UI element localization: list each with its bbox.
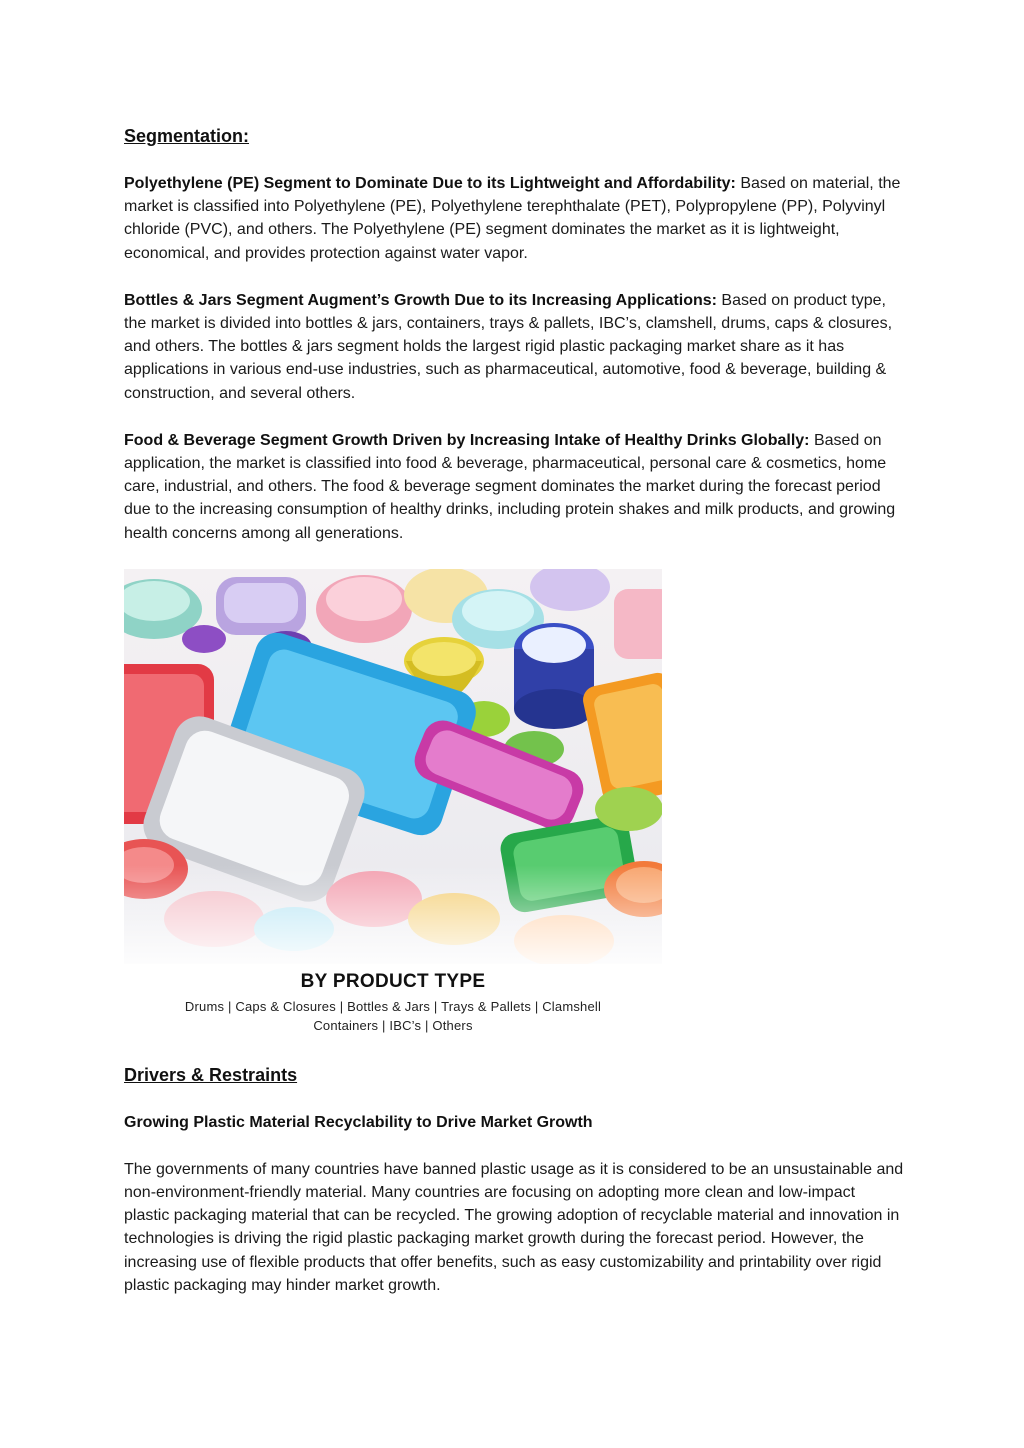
segment-paragraph-application xyxy=(124,429,904,545)
plastic-containers-photo xyxy=(124,569,662,964)
paragraph-body: Based on product type, the market is divided into bottles & jars, containers, trays & pallets, IBC’s, clamshell, drums, caps & closures, and others. The bottles & jars segment holds the largest rigid plastic packaging market share as it has applications in various end-use industries, such as pharmaceutical, automotive, food & beverage, building & construction, and several others. xyxy=(124,291,893,402)
drivers-subheading: Growing Plastic Material Recyclability to Drive Market Growth xyxy=(124,1113,593,1131)
drivers-paragraph: The governments of many countries have banned plastic usage as it is considered to be an unsustainable and non-environment-friendly material. Many countries are focusing on adopting more clean and low-impact plastic packaging material that can be recycled. The growing adoption of recyclable material and innovation in technologies is driving the rigid plastic packaging market growth during the forecast period. However, the increasing use of flexible products that offer benefits, such as easy customizability and printability over rigid plastic packaging may hinder market growth. xyxy=(124,1160,904,1294)
plastic-containers-illustration xyxy=(124,569,662,964)
segment-paragraph-product-type xyxy=(124,289,904,405)
document-page xyxy=(124,122,904,1297)
segment-paragraph-material xyxy=(124,172,904,265)
paragraph-body: Based on material, the market is classified into Polyethylene (PE), Polyethylene terephthalate (PET), Polypropylene (PP), Polyvinyl chloride (PVC), and others. The Polyethylene (PE) segment dominates the market as it is lightweight, economical, and provides protection against water vapor. xyxy=(124,175,901,262)
paragraph-body: Based on application, the market is classified into food & beverage, pharmaceutical, personal care & cosmetics, home care, industrial, and others. The food & beverage segment dominates the market during the forecast period due to the increasing consumption of healthy drinks, including protein shakes and milk products, and growing health concerns among all generations. xyxy=(124,431,896,542)
segmentation-heading: Segmentation: xyxy=(124,126,250,146)
paragraph-lead: Bottles & Jars Segment Augment’s Growth Due to its Increasing Applications: xyxy=(124,291,717,309)
product-type-figure xyxy=(124,569,662,1039)
figure-caption-line-1: Drums | Caps & Closures | Bottles & Jars | Trays & Pallets | Clamshell xyxy=(184,998,602,1014)
drivers-heading: Drivers & Restraints xyxy=(124,1064,298,1085)
paragraph-lead: Food & Beverage Segment Growth Driven by Increasing Intake of Healthy Drinks Globally: xyxy=(124,431,810,449)
figure-title: BY PRODUCT TYPE xyxy=(300,970,486,992)
figure-caption-line-2: Containers | IBC’s | Others xyxy=(313,1017,473,1033)
paragraph-lead: Polyethylene (PE) Segment to Dominate Due to its Lightweight and Affordability: xyxy=(124,175,736,192)
